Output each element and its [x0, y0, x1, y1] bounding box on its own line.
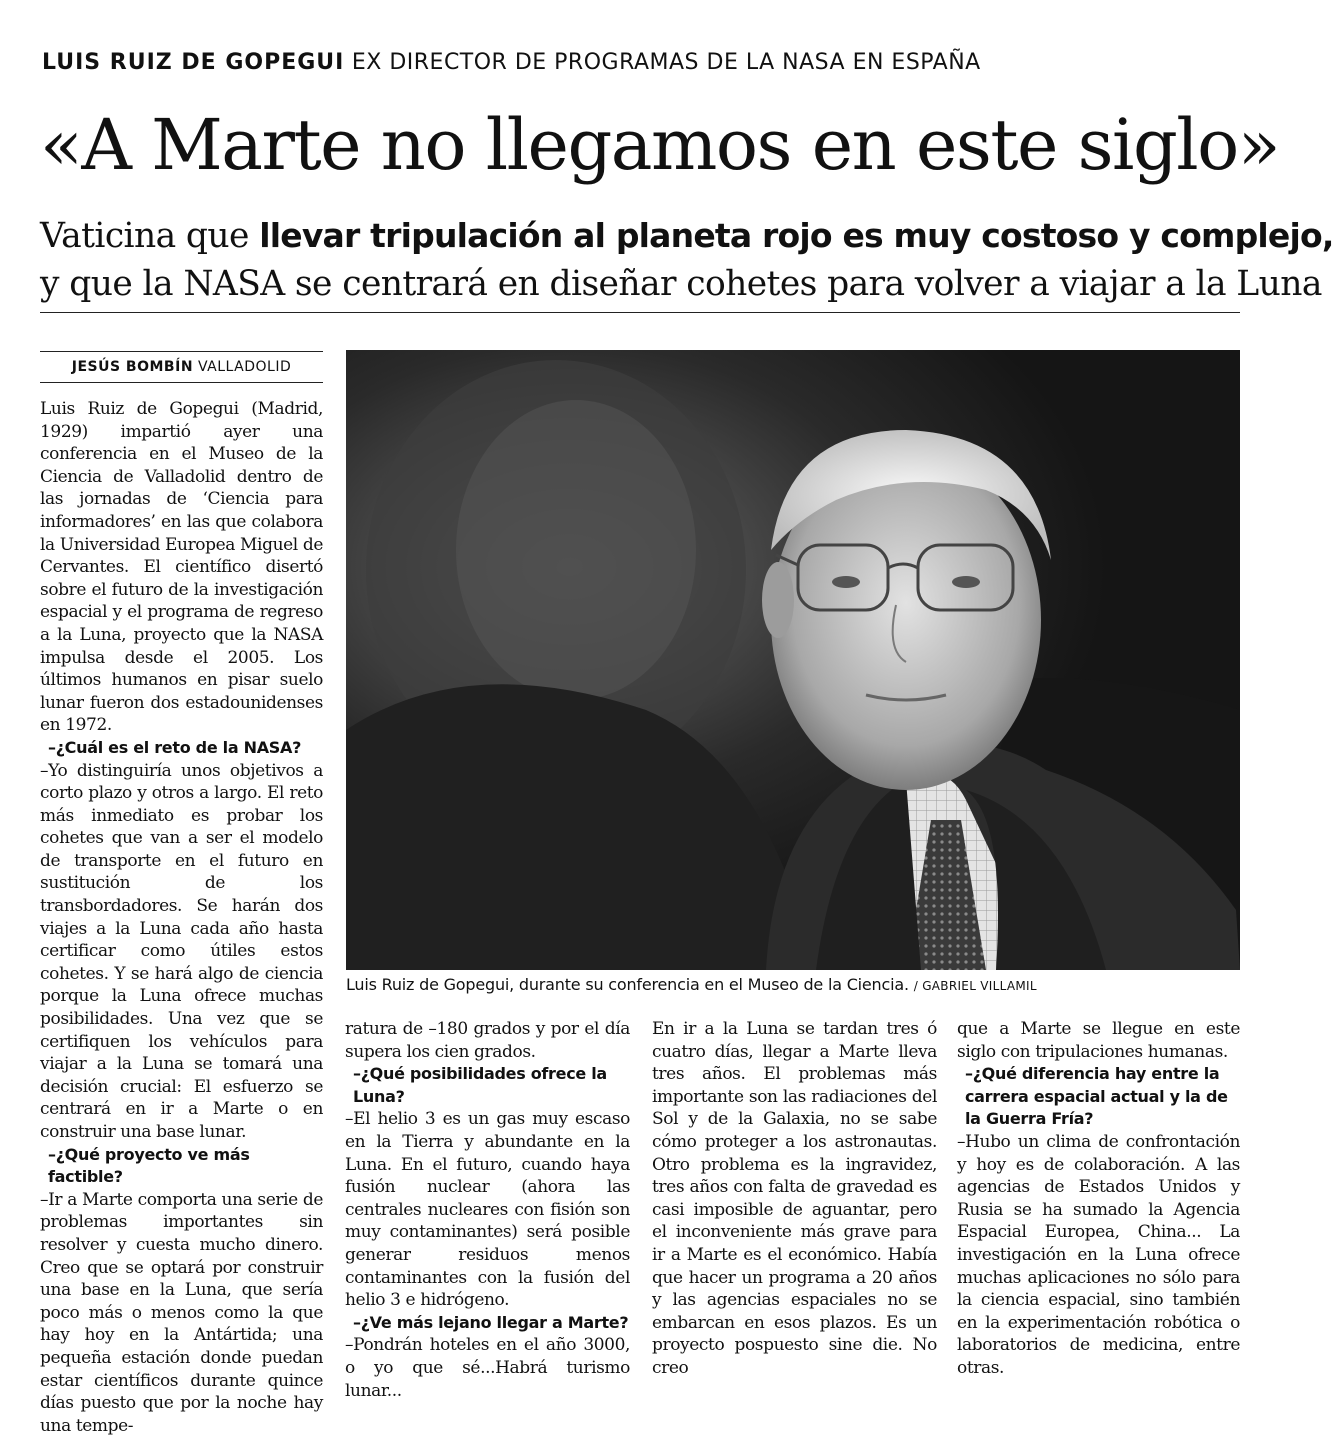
article-column-3: [652, 1018, 937, 1378]
article-column-4: [957, 1018, 1240, 1378]
question-1: –¿Cuál es el reto de la NASA?: [48, 737, 302, 757]
kicker: [42, 50, 981, 75]
subhead-line-1: [40, 212, 1334, 260]
answer-2-part-2: ratura de –180 grados y por el día supera los cien grados.: [345, 1019, 630, 1062]
subhead-bold: llevar tripulación al planeta rojo es muy costoso y complejo,: [259, 216, 1334, 255]
byline: [40, 351, 323, 383]
answer-1: –Yo distinguiría unos objetivos a corto plazo y otros a largo. El reto más inmediato es probar los cohetes que van a ser el modelo de transporte en el futuro en sustitución de los transbordadores. Se harán dos viajes a la Luna cada año hasta certificar como útiles estos cohetes. Y se hará algo de ciencia porque la Luna ofrece muchas posibilidades. Una vez que se certifiquen los vehículos para viajar a la Luna se tomará una decisión crucial: El esfuerzo se centrará en ir a Marte o en construir una base lunar.: [40, 760, 323, 1142]
article-intro: Luis Ruiz de Gopegui (Madrid, 1929) impartió ayer una conferencia en el Museo de la Ciencia de Valladolid dentro de las jornadas de ‘Ciencia para informadores’ en las que colabora la Universidad Europea Miguel de Cervantes. El científico disertó sobre el futuro de la investigación espacial y el programa de regreso a la Luna, proyecto que la NASA impulsa desde el 2005. Los últimos humanos en pisar suelo lunar fueron dos estadounidenses en 1972.: [40, 399, 323, 736]
article-photo: [346, 350, 1240, 970]
article-column-1: [40, 398, 323, 1436]
photo-credit: / GABRIEL VILLAMIL: [913, 979, 1037, 993]
byline-location: VALLADOLID: [197, 359, 292, 375]
question-3: –¿Qué posibilidades ofrece la Luna?: [353, 1064, 607, 1106]
question-2: –¿Qué proyecto ve más factible?: [48, 1144, 250, 1187]
subhead-part-1: Vaticina que: [40, 216, 260, 256]
answer-4-part-2: En ir a la Luna se tardan tres ó cuatro días, llegar a Marte lleva tres años. El problemas más importante son las radiaciones del Sol y de la Galaxia, no se sabe cómo proteger a los astronautas. Otro problema es la ingravidez, tres años con falta de gravedad es casi imposible de aguantar, pero el inconveniente más grave para ir a Marte es el económico. Había que hacer un programa a 20 años y las agencias espaciales no se embarcan en esos plazos. Es un proyecto pospuesto sine die. No creo: [652, 1019, 937, 1378]
answer-4-part-3: que a Marte se llegue en este siglo con tripulaciones humanas.: [957, 1019, 1240, 1062]
question-4: –¿Ve más lejano llegar a Marte?: [353, 1312, 629, 1332]
kicker-name: LUIS RUIZ DE GOPEGUI: [42, 50, 345, 75]
subhead: [40, 212, 1334, 308]
article-column-2: [345, 1018, 630, 1401]
answer-5: –Hubo un clima de confrontación y hoy es de colaboración. A las agencias de Estados Unidos y Rusia se ha sumado la Agencia Espacial Europea, China... La investigación en la Luna ofrece muchas aplicaciones no sólo para la ciencia espacial, sino también en la experimentación robótica o laboratorios de medicina, entre otras.: [957, 1131, 1240, 1378]
headline: «A Marte no llegamos en este siglo»: [40, 104, 1280, 186]
photo-caption: [346, 973, 1246, 998]
photo-illustration: [346, 350, 1240, 970]
byline-author: JESÚS BOMBÍN: [71, 359, 194, 375]
caption-text: Luis Ruiz de Gopegui, durante su conferencia en el Museo de la Ciencia.: [346, 975, 909, 994]
answer-4-part-1: –Pondrán hoteles en el año 3000, o yo que sé...Habrá turismo lunar...: [345, 1335, 630, 1401]
header-rule: [40, 312, 1240, 313]
answer-2-part-1: –Ir a Marte comporta una serie de problemas importantes sin resolver y cuesta mucho dinero. Creo que se optará por construir una base en la Luna, que sería poco más o menos como la que hay hoy en la Antártida; una pequeña estación donde puedan estar científicos durante quince días puesto que por la noche hay una tempe-: [40, 1189, 323, 1436]
subhead-line-2: y que la NASA se centrará en diseñar cohetes para volver a viajar a la Luna: [40, 264, 1322, 304]
kicker-role: EX DIRECTOR DE PROGRAMAS DE LA NASA EN ESPAÑA: [351, 50, 981, 75]
answer-3: –El helio 3 es un gas muy escaso en la Tierra y abundante en la Luna. En el futuro, cuando haya fusión nuclear (ahora las centrales nucleares con fisión son muy contaminantes) será posible generar residuos menos contaminantes con la fusión del helio 3 e hidrógeno.: [345, 1109, 630, 1311]
question-5: –¿Qué diferencia hay entre la carrera espacial actual y la de la Guerra Fría?: [965, 1064, 1228, 1129]
